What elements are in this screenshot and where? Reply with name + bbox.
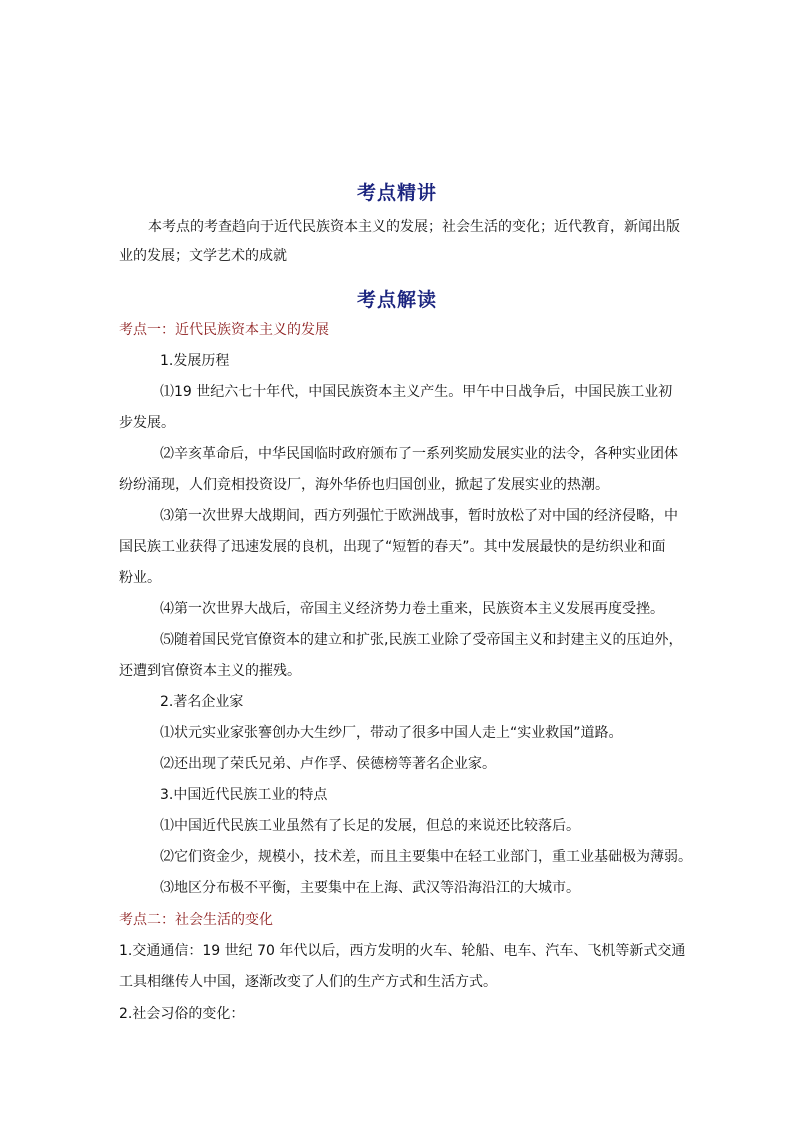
point1-f2: ⑵它们资金少，规模小，技术差，而且主要集中在轻工业部门，重工业基础极为薄弱。	[160, 849, 692, 865]
point1-sub1: 1.发展历程	[160, 353, 230, 369]
point2-t2: 2.社会习俗的变化：	[119, 1006, 245, 1022]
intro-line-2: 业的发展；文学艺术的成就	[119, 248, 287, 264]
point2-t1-line1: 1.交通通信：19 世纪 70 年代以后，西方发明的火车、轮船、电车、汽车、飞机等新式交通	[119, 943, 686, 959]
point1-e2: ⑵还出现了荣氏兄弟、卢作孚、侯德榜等著名企业家。	[160, 756, 496, 772]
point1-p5-line1: ⑸随着国民党官僚资本的建立和扩张,民族工业除了受帝国主义和封建主义的压迫外，	[160, 632, 683, 648]
point1-sub2: 2.著名企业家	[160, 694, 244, 710]
point1-p1-line1: ⑴19 世纪六七十年代，中国民族资本主义产生。甲午中日战争后，中国民族工业初	[160, 384, 673, 400]
point1-sub3: 3.中国近代民族工业的特点	[160, 787, 328, 803]
point1-p1-line2: 步发展。	[119, 415, 175, 431]
point2-t1-line2: 工具相继传人中国，逐渐改变了人们的生产方式和生活方式。	[119, 974, 497, 990]
point1-p2-line1: ⑵辛亥革命后，中华民国临时政府颁布了一系列奖励发展实业的法令，各种实业团体	[160, 446, 678, 462]
section-title-interpretation: 考点解读	[356, 289, 437, 311]
intro-line-1: 本考点的考查趋向于近代民族资本主义的发展；社会生活的变化；近代教育，新闻出版	[148, 219, 680, 235]
point1-p2-line2: 纷纷涌现，人们竞相投资设厂，海外华侨也归国创业，掀起了发展实业的热潮。	[119, 477, 609, 493]
point2-heading: 考点二：社会生活的变化	[119, 912, 273, 928]
point1-p3-line2: 国民族工业获得了迅速发展的良机，出现了“短暂的春天”。其中发展最快的是纺织业和面	[119, 539, 666, 555]
point1-p5-line2: 还遭到官僚资本主义的摧残。	[119, 663, 301, 679]
point1-p3-line1: ⑶第一次世界大战期间，西方列强忙于欧洲战事，暂时放松了对中国的经济侵略，中	[160, 508, 678, 524]
point1-f3: ⑶地区分布极不平衡，主要集中在上海、武汉等沿海沿江的大城市。	[160, 880, 580, 896]
section-title-key-points: 考点精讲	[356, 182, 437, 204]
point1-f1: ⑴中国近代民族工业虽然有了长足的发展，但总的来说还比较落后。	[160, 818, 580, 834]
point1-e1: ⑴状元实业家张謇创办大生纱厂，带动了很多中国人走上“实业救国”道路。	[160, 725, 623, 741]
point1-p3-line3: 粉业。	[119, 570, 161, 586]
point1-heading: 考点一：近代民族资本主义的发展	[119, 322, 329, 338]
point1-p4: ⑷第一次世界大战后，帝国主义经济势力卷土重来，民族资本主义发展再度受挫。	[160, 601, 664, 617]
